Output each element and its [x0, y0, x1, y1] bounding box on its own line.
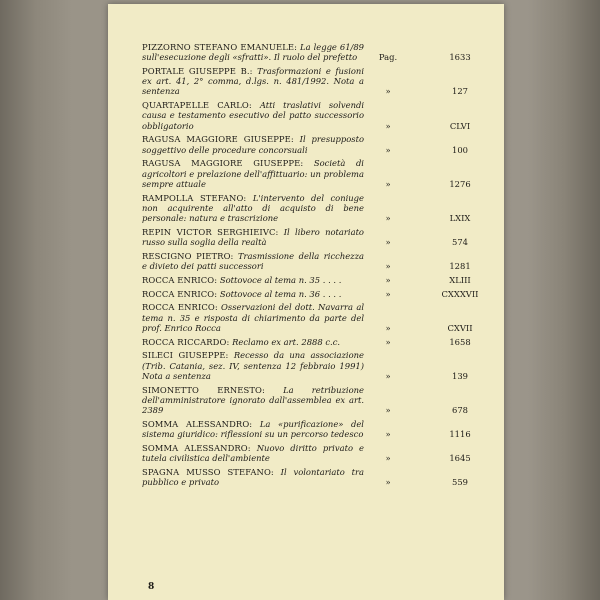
entry-title: Reclamo ex art. 2888 c.c. [232, 336, 341, 347]
page-folio-number: 8 [148, 582, 155, 592]
entry-page-number: 127 [452, 86, 468, 97]
entry-title: La «purificazione» del sistema giuridico: riflessioni su un percorso tedesco [142, 418, 364, 440]
entry-marker: » [385, 237, 391, 248]
entry-page-number: LXIX [449, 213, 471, 224]
entry-page-number: 559 [452, 477, 468, 488]
entry-page-number: 678 [452, 405, 468, 416]
index-entry [142, 134, 492, 154]
entry-title: La retribuzione dell'amministratore ignorato dall'assemblea ex art. 2389 [142, 384, 364, 416]
entry-title: Il volontariato tra pubblico e privato [142, 466, 364, 488]
entry-marker: » [385, 336, 391, 347]
entry-author: ROCCA RICCARDO: [142, 336, 230, 347]
entry-marker: » [385, 370, 391, 381]
entry-author: SOMMA ALESSANDRO: [142, 418, 253, 429]
index-entry [142, 443, 492, 463]
entry-author: RAGUSA MAGGIORE GIUSEPPE: [142, 158, 304, 169]
entry-author: ROCCA ENRICO: [142, 288, 218, 299]
entry-author: SILECI GIUSEPPE: [142, 350, 229, 361]
entry-author: SPAGNA MUSSO STEFANO: [142, 466, 274, 477]
index-entry [142, 467, 492, 487]
entry-marker: » [385, 288, 391, 299]
entry-title: Sottovoce al tema n. 35 . . . . [219, 274, 342, 285]
index-entry [142, 251, 492, 271]
entry-author: RESCIGNO PIETRO: [142, 250, 234, 261]
entry-marker: » [385, 429, 391, 440]
entry-page-number: 1281 [449, 261, 471, 272]
entry-title: Recesso da una associazione (Trib. Catania, sez. IV, sentenza 12 febbraio 1991) Nota a sentenza [142, 350, 364, 381]
index-entry [142, 350, 492, 381]
entry-author: ROCCA ENRICO: [142, 274, 218, 285]
entry-page-number: 1633 [449, 52, 471, 63]
entry-page-number: 1116 [449, 429, 471, 440]
entry-page-number: 1276 [449, 178, 471, 189]
entry-author: QUARTAPELLE CARLO: [142, 100, 252, 111]
entry-page-number: 139 [452, 370, 468, 381]
entry-author: REPIN VICTOR SERGHIEIVC: [142, 226, 279, 237]
entry-page-number: CLVI [449, 120, 471, 131]
index-entry [142, 385, 492, 416]
book-page [108, 4, 504, 600]
entry-title: Sottovoce al tema n. 36 . . . . [219, 288, 342, 299]
entry-title: L'intervento del coniuge non acquirente all'atto di acquisto di bene personale: natura e trascrizione [142, 192, 364, 224]
entry-marker: » [385, 405, 391, 416]
entry-page-number: CXXXVII [441, 288, 479, 299]
entry-marker: » [385, 120, 391, 131]
entry-author: ROCCA ENRICO: [142, 302, 218, 313]
entry-page-number: 574 [452, 237, 468, 248]
index-entries [142, 42, 492, 491]
entry-page-number: XLIII [449, 274, 471, 285]
entry-marker: » [385, 477, 391, 488]
entry-title: Società di agricoltori e prelazione dell'affittuario: un problema sempre attuale [142, 158, 364, 189]
entry-page-number: 1645 [449, 453, 471, 464]
entry-title: Trasformazioni e fusioni ex art. 41, 2° comma, d.lgs. n. 481/1992. Nota a sentenza [142, 66, 364, 97]
index-entry [142, 100, 492, 131]
index-entry [142, 193, 492, 224]
entry-author: RAMPOLLA STEFANO: [142, 192, 247, 203]
entry-marker: Pag. [378, 52, 398, 63]
entry-author: PIZZORNO STEFANO EMANUELE: [142, 42, 298, 52]
entry-marker: » [385, 144, 391, 155]
entry-marker: » [385, 178, 391, 189]
index-entry [142, 227, 492, 247]
index-entry [142, 302, 492, 333]
entry-author: SIMONETTO ERNESTO: [142, 384, 265, 395]
entry-author: RAGUSA MAGGIORE GIUSEPPE: [142, 134, 294, 145]
entry-title: Trasmissione della ricchezza e divieto dei patti successori [142, 250, 364, 272]
index-entry [142, 66, 492, 97]
entry-marker: » [385, 213, 391, 224]
entry-author: PORTALE GIUSEPPE B.: [142, 66, 253, 76]
entry-author: SOMMA ALESSANDRO: [142, 442, 251, 453]
entry-page-number: 100 [452, 144, 468, 155]
entry-marker: » [385, 86, 391, 97]
entry-page-number: 1658 [449, 336, 471, 347]
entry-marker: » [385, 274, 391, 285]
entry-title: Il libero notariato russo sulla soglia della realtà [142, 226, 364, 248]
entry-title: Atti traslativi solvendi causa e testamento esecutivo del patto successorio obbligatorio [142, 100, 364, 131]
entry-title: Nuovo diritto privato e tutela civilistica dell'ambiente [142, 442, 364, 464]
entry-marker: » [385, 261, 391, 272]
index-entry [142, 42, 492, 62]
entry-title: Il presupposto soggettivo delle procedure concorsuali [142, 134, 364, 155]
entry-title: Osservazioni del dott. Navarra al tema n. 35 e risposta di chiarimento da parte del prof. Enrico Rocca [142, 302, 364, 333]
entry-marker: » [385, 322, 391, 333]
index-entry [142, 337, 492, 347]
index-entry [142, 158, 492, 189]
index-entry [142, 289, 492, 299]
entry-marker: » [385, 453, 391, 464]
entry-title: La legge 61/89 sull'esecuzione degli «sfratti». Il ruolo del prefetto [142, 42, 365, 63]
index-entry [142, 419, 492, 439]
entry-page-number: CXVII [447, 322, 473, 333]
index-entry [142, 275, 492, 285]
